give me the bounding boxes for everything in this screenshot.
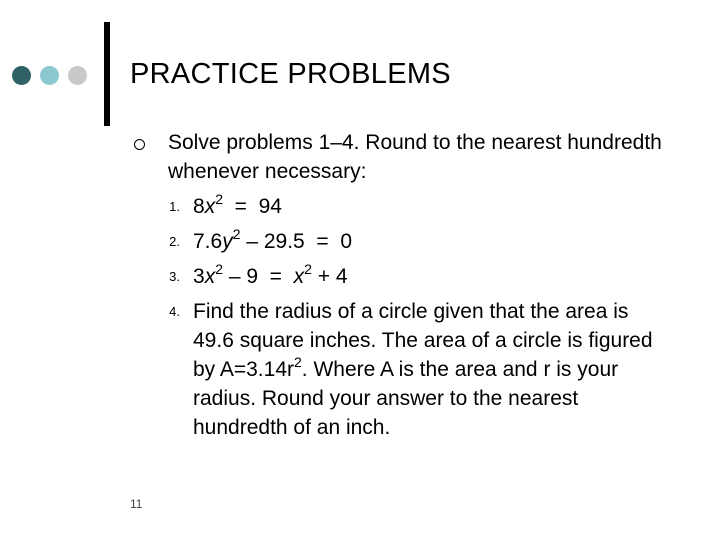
bullet-circle-icon [134, 139, 145, 150]
slide-title: PRACTICE PROBLEMS [130, 58, 451, 90]
decorative-dot-dark [12, 66, 31, 85]
page-number: 11 [130, 497, 143, 511]
problem-number: 2. [169, 234, 180, 249]
problem-word-problem: Find the radius of a circle given that the area is 49.6 square inches. The area of a circle is figured by $A=3.14r^2$. Where A is the area and r is your radius. Round your answer to the nearest hundredth of an inch. [193, 300, 653, 439]
instructions-text: Solve problems 1–4. Round to the nearest hundredth whenever necessary: [168, 131, 662, 183]
title-divider [104, 22, 110, 126]
problem-number: 4. [169, 304, 180, 319]
problem-equation: $7.6y^2 - 29.5 = 0$ [193, 226, 353, 253]
decorative-dot-teal [40, 66, 59, 85]
problem-equation: $8x^2 = 94$ [193, 191, 282, 218]
problem-number: 3. [169, 269, 180, 284]
problem-equation: $3x^2 - 9 = x^2 + 4$ [193, 261, 348, 288]
problem-number: 1. [169, 199, 180, 214]
decorative-dot-gray [68, 66, 87, 85]
